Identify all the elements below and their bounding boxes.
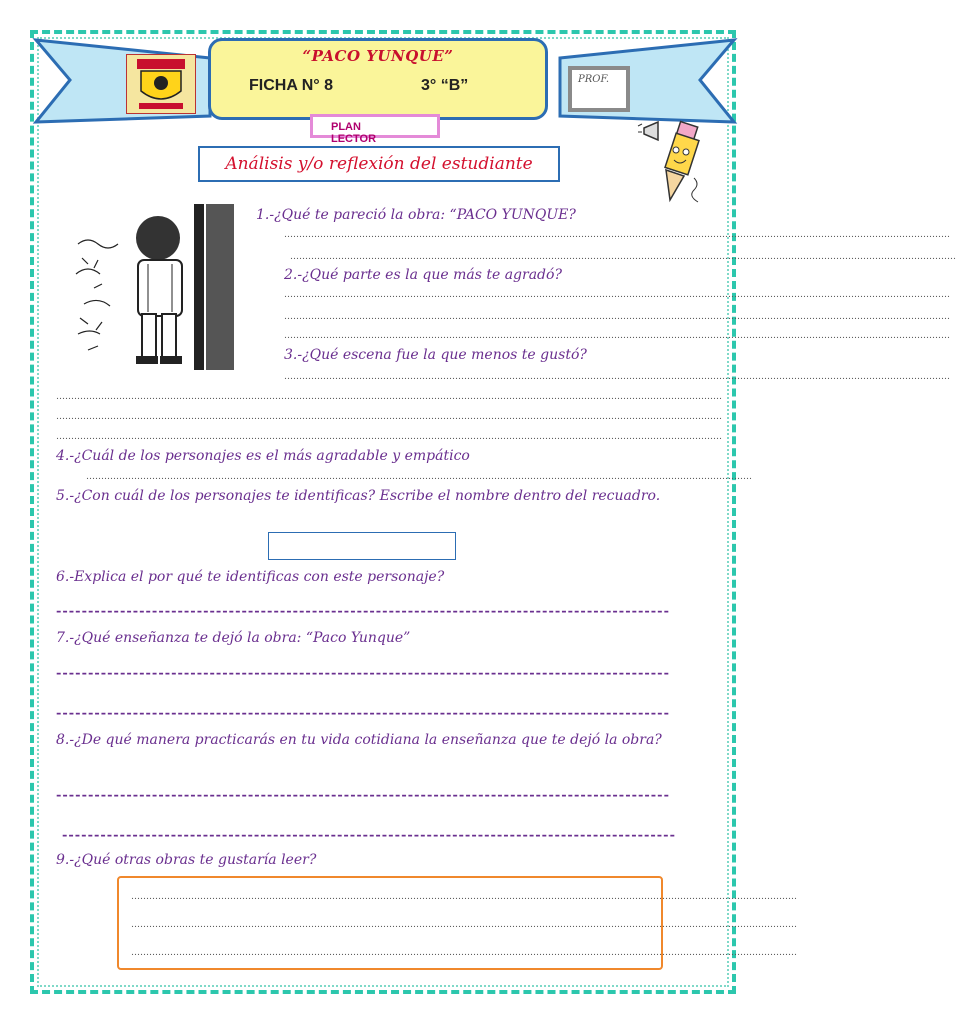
ficha-number: FICHA N° 8: [249, 77, 334, 94]
answer-line[interactable]: ------------------------------------------------------------------------------------------------: [56, 666, 670, 681]
question-8: 8.-¿De qué manera practicarás en tu vida cotidiana la enseñanza que te dejó la obra?: [56, 732, 662, 748]
answer-line[interactable]: ------------------------------------------------------------------------------------------------: [56, 604, 670, 619]
question-7: 7.-¿Qué enseñanza te dejó la obra: “Paco Yunque”: [56, 630, 411, 646]
prof-box: [568, 66, 630, 112]
lector-word: LECTOR: [331, 133, 377, 145]
prof-label: PROF.: [578, 74, 610, 85]
question-1: 1.-¿Qué te pareció la obra: “PACO YUNQUE?: [256, 207, 576, 223]
question-4: 4.-¿Cuál de los personajes es el más agradable y empático: [56, 448, 470, 464]
answer-line[interactable]: ……………………………………………………………………………………………………………………………………………………………………………………………………: [284, 290, 950, 300]
boy-at-door-illustration: [74, 204, 234, 370]
answer-line[interactable]: ……………………………………………………………………………………………………………………………………………………………………………………………………: [131, 948, 797, 958]
section-title: Análisis y/o reflexión del estudiante: [198, 146, 560, 182]
question-9: 9.-¿Qué otras obras te gustaría leer?: [56, 852, 317, 868]
school-logo: [126, 54, 196, 114]
answer-line[interactable]: ……………………………………………………………………………………………………………………………………………………………………………………………………: [56, 432, 722, 442]
question-3: 3.-¿Qué escena fue la que menos te gustó?: [284, 347, 587, 363]
plan-lector-label: [310, 114, 440, 145]
answer-line[interactable]: ……………………………………………………………………………………………………………………………………………………………………………………………………: [290, 252, 956, 262]
book-title: “PACO YUNQUE”: [302, 47, 454, 65]
answer-line[interactable]: ------------------------------------------------------------------------------------------------: [62, 828, 676, 843]
answer-line[interactable]: ……………………………………………………………………………………………………………………………………………………………………………………………………: [56, 412, 722, 422]
answer-line[interactable]: ……………………………………………………………………………………………………………………………………………………………………………………………………: [284, 372, 950, 382]
title-banner: [208, 38, 548, 120]
answer-line[interactable]: ------------------------------------------------------------------------------------------------: [56, 788, 670, 803]
pencil-mascot-icon: [636, 118, 722, 210]
answer-line[interactable]: ……………………………………………………………………………………………………………………………………………………………………………………………………: [284, 331, 950, 341]
answer-line[interactable]: ……………………………………………………………………………………………………………………………………………………………………………………………………: [131, 920, 797, 930]
character-name-box[interactable]: [268, 532, 456, 560]
plan-word: PLAN: [331, 121, 361, 133]
answer-line[interactable]: ……………………………………………………………………………………………………………………………………………………………………………………………………: [131, 892, 797, 902]
answer-line[interactable]: ------------------------------------------------------------------------------------------------: [56, 706, 670, 721]
grade-section: 3° “B”: [421, 77, 469, 94]
answer-line[interactable]: ……………………………………………………………………………………………………………………………………………………………………………………………………: [284, 230, 950, 240]
question-2: 2.-¿Qué parte es la que más te agradó?: [284, 267, 562, 283]
question-5: 5.-¿Con cuál de los personajes te identificas? Escribe el nombre dentro del recuadro.: [56, 488, 661, 504]
answer-line[interactable]: ……………………………………………………………………………………………………………………………………………………………………………………………………: [56, 392, 722, 402]
answer-line[interactable]: ……………………………………………………………………………………………………………………………………………………………………………………………………: [284, 312, 950, 322]
answer-line[interactable]: ……………………………………………………………………………………………………………………………………………………………………………………………………: [86, 472, 752, 482]
other-books-answer-box: [117, 876, 797, 970]
megaphone-icon: [638, 122, 658, 140]
question-6: 6.-Explica el por qué te identificas con este personaje?: [56, 569, 445, 585]
